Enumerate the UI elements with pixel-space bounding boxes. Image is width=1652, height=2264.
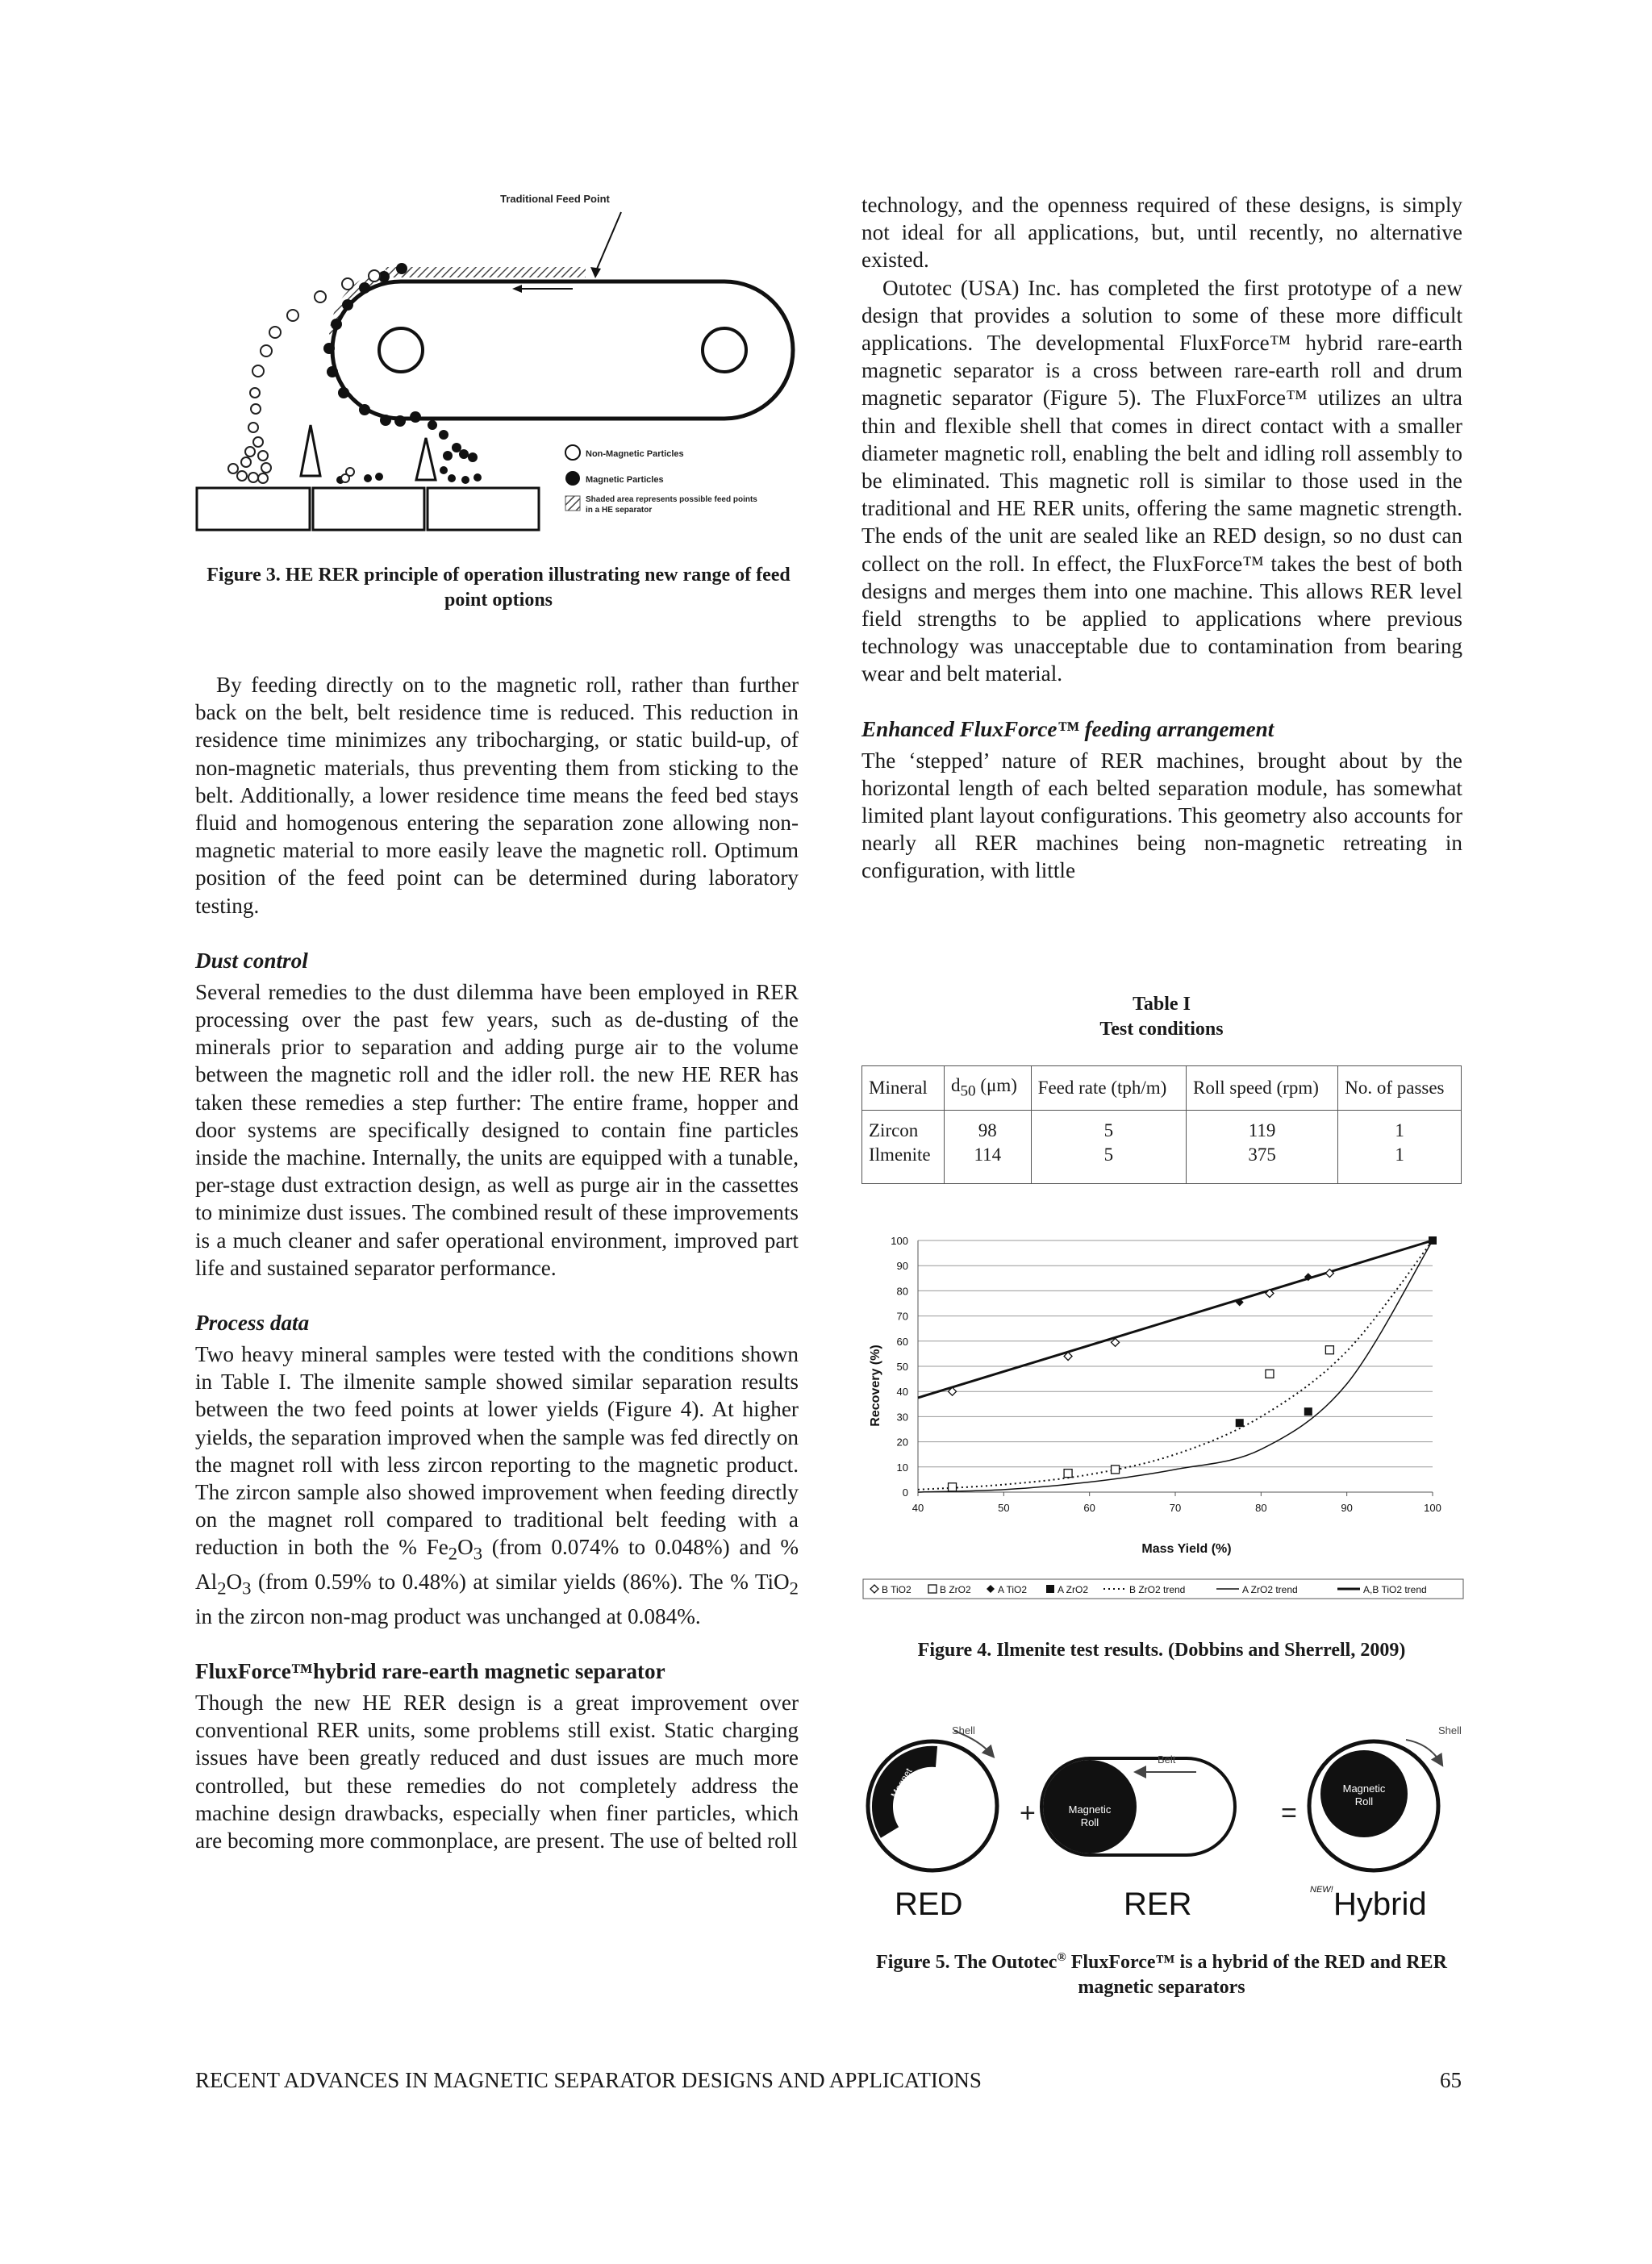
legend-label: B ZrO2 trend <box>1129 1584 1186 1595</box>
hybrid-roll-label: Roll <box>1354 1795 1374 1807</box>
red-label: RED <box>895 1887 963 1922</box>
test-conditions-table <box>861 1065 1462 1184</box>
table-title: Test conditions <box>1099 1019 1224 1040</box>
header-feed-rate: Feed rate (tph/m) <box>1031 1066 1186 1111</box>
y-tick-label: 30 <box>896 1411 908 1424</box>
data-point <box>928 1585 937 1593</box>
data-point <box>1112 1466 1120 1474</box>
figure-5-caption: Figure 5. The Outotec® FluxForce™ is a hybrid of the RED and RER magnetic separators <box>876 1951 1447 1998</box>
hybrid-shell-label: Shell <box>1438 1724 1462 1737</box>
y-tick-label: 20 <box>896 1436 908 1449</box>
x-tick-label: 40 <box>912 1502 924 1514</box>
x-tick-label: 80 <box>1255 1502 1267 1514</box>
legend-shaded-label-2: in a HE separator <box>586 506 653 515</box>
paragraph-fluxforce: Though the new HE RER design is a great improvement over conventional RER units, some problems still exist. Static charging issues have been greatly reduced and dust issues are much more controlled, but these remedies do not completely address the machine design drawbacks, especially when finer particles, which are becoming more commonplace, are present. The use of belted roll <box>195 1690 799 1853</box>
rer-belt-label: Belt <box>1158 1753 1176 1766</box>
header-d50: $d_{50}$ (μm) <box>944 1066 1031 1111</box>
y-axis-label: Recovery (%) <box>869 1345 882 1427</box>
legend-label: B TiO2 <box>882 1584 912 1595</box>
heading-fluxforce: FluxForce™hybrid rare-earth magnetic separator <box>195 1658 665 1683</box>
legend-label: B ZrO2 <box>940 1584 971 1595</box>
y-tick-label: 90 <box>896 1260 908 1273</box>
legend-label: A TiO2 <box>998 1584 1028 1595</box>
red-magnet-label: Magnet <box>888 1766 915 1800</box>
y-tick-label: 70 <box>896 1310 908 1323</box>
paragraph-feed: By feeding directly on to the magnetic roll, rather than further back on the belt, belt residence time is reduced. This reduction in residence time minimizes any tribocharging, or static build-up, of non-magnetic materials, thus preventing them from sticking to the belt. Additionally, a lower residence time means the feed bed stays fluid and homogenous entering the separation zone allowing non-magnetic material to more easily leave the magnetic roll. Optimum position of the feed point can be determined during laboratory testing. <box>195 673 799 918</box>
rer-roll-label: Roll <box>1080 1816 1099 1828</box>
figure-5-diagram <box>857 1712 1471 1923</box>
traditional-feed-label: Traditional Feed Point <box>500 193 610 205</box>
heading-dust-control: Dust control <box>195 948 308 973</box>
running-footer-title: RECENT ADVANCES IN MAGNETIC SEPARATOR DESIGNS AND APPLICATIONS <box>195 2068 982 2092</box>
figure-4-caption: Figure 4. Ilmenite test results. (Dobbins and Sherrell, 2009) <box>917 1640 1406 1661</box>
x-tick-label: 100 <box>1424 1502 1441 1514</box>
paragraph-process: Two heavy mineral samples were tested with the conditions shown in Table I. The ilmenite sample showed similar separation results between the two feed points at lower yields (Figure 4). At higher yields, the separation improved when the sample was fed directly on the magnet roll with less zircon reporting to the magnetic product. The zircon sample also showed improvement when feeding directly on the magnet roll compared to traditional belt feeding with a reduction in both the % $Fe_2O_3$ (from 0.074% to 0.048%) and % $Al_2O_3$ (from 0.59% to 0.48%) at similar yields (86%). The % TiO$_2$ in the zircon non-mag product was unchanged at 0.084%. <box>195 1342 799 1628</box>
hybrid-label: Hybrid <box>1333 1887 1427 1922</box>
y-tick-label: 50 <box>896 1361 908 1373</box>
y-tick-label: 100 <box>891 1235 908 1247</box>
paragraph-outotec: Outotec (USA) Inc. has completed the first prototype of a new design that provides a solution to some of these more difficult applications. The developmental FluxForce™ hybrid rare-earth magnetic separator is a cross between rare-earth roll and drum magnetic separator (Figure 5). The FluxForce™ utilizes an ultra thin and flexible shell that comes in direct contact with a smaller diameter magnetic roll, enabling the belt and idling roll assembly to be eliminated. This magnetic roll is similar to those used in the traditional and HE RER units, offering the same magnetic strength. The ends of the unit are sealed like an RED design, so no dust can collect on the roll. In effect, the FluxForce™ takes the best of both designs and merges them into one machine. This allows RER level field strengths to be applied to applications where previous technology was unacceptable due to contamination from bearing wear and belt material. <box>861 275 1462 686</box>
right-column <box>861 191 1462 885</box>
x-tick-label: 50 <box>998 1502 1010 1514</box>
data-point <box>1325 1346 1333 1354</box>
left-column <box>195 671 799 1854</box>
y-tick-label: 10 <box>896 1461 908 1474</box>
x-tick-label: 70 <box>1169 1502 1182 1514</box>
data-point <box>949 1483 957 1491</box>
data-point <box>1046 1585 1054 1593</box>
legend-label: A,B TiO2 trend <box>1363 1584 1427 1595</box>
data-point <box>1304 1407 1312 1416</box>
figure-3-diagram <box>186 181 799 540</box>
figure-4-chart <box>861 1234 1466 1613</box>
new-label: NEW! <box>1310 1885 1333 1895</box>
paragraph-enhanced: The ‘stepped’ nature of RER machines, brought about by the horizontal length of each belted separation module, has somewhat limited plant layout configurations. This geometry also accounts for nearly all RER machines being non-magnetic retreating in configuration, with little <box>861 748 1462 883</box>
header-mineral: Mineral <box>862 1066 945 1111</box>
data-point <box>1236 1419 1244 1427</box>
y-tick-label: 0 <box>902 1486 908 1499</box>
page-number: 65 <box>1440 2068 1462 2092</box>
legend-label: A ZrO2 trend <box>1242 1584 1298 1595</box>
heading-enhanced-feeding: Enhanced FluxForce™ feeding arrangement <box>861 716 1274 741</box>
plus-sign: + <box>1020 1798 1036 1828</box>
paragraph-technology: technology, and the openness required of these designs, is simply not ideal for all applications, but, until recently, no alternative existed. <box>861 193 1462 273</box>
y-tick-label: 80 <box>896 1285 908 1298</box>
data-point <box>1429 1236 1437 1245</box>
paragraph-dust: Several remedies to the dust dilemma have been employed in RER processing over the past few years, such as de-dusting of the minerals prior to separation and adding purge air to the volume between the magnetic roll and the idler roll. the new HE RER has taken these remedies a step further: The entire frame, hopper and door systems are specifically designed to contain fine particles inside the machine. Internally, the units are equipped with a tunable, per-stage dust extraction design, as well as purge air in the cassettes to minimize dust issues. The combined result of these improvements is a much cleaner and safer operational environment, improved part life and sustained separator performance. <box>195 979 799 1280</box>
red-shell-label: Shell <box>952 1724 975 1737</box>
header-passes: No. of passes <box>1345 1078 1445 1098</box>
x-tick-label: 90 <box>1341 1502 1353 1514</box>
x-tick-label: 60 <box>1083 1502 1095 1514</box>
header-roll-speed: Roll speed (rpm) <box>1187 1066 1338 1111</box>
data-point <box>1064 1470 1072 1478</box>
legend-label: A ZrO2 <box>1058 1584 1089 1595</box>
hybrid-magnetic-label: Magnetic <box>1342 1782 1386 1795</box>
table-row: Zircon 98 5 119 1 <box>862 1111 1462 1144</box>
trend-line <box>918 1240 1433 1490</box>
figure-3-caption: Figure 3. HE RER principle of operation illustrating new range of feed point options <box>206 565 791 611</box>
data-point <box>1266 1370 1274 1378</box>
legend-shaded-label-1: Shaded area represents possible feed points <box>586 495 757 504</box>
rer-magnetic-label: Magnetic <box>1068 1803 1112 1816</box>
y-tick-label: 40 <box>896 1386 908 1399</box>
legend-mag-label: Magnetic Particles <box>586 475 664 485</box>
table-label: Table I <box>1133 994 1191 1015</box>
rer-label: RER <box>1124 1887 1192 1922</box>
equals-sign: = <box>1281 1798 1297 1828</box>
heading-process-data: Process data <box>195 1311 310 1336</box>
legend-nonmag-label: Non-Magnetic Particles <box>586 449 684 459</box>
table-header-row <box>862 1066 1462 1111</box>
x-axis-label: Mass Yield (%) <box>1141 1542 1232 1556</box>
y-tick-label: 60 <box>896 1335 908 1348</box>
trend-line <box>918 1240 1433 1398</box>
table-row: Ilmenite 114 5 375 1 <box>862 1143 1462 1184</box>
